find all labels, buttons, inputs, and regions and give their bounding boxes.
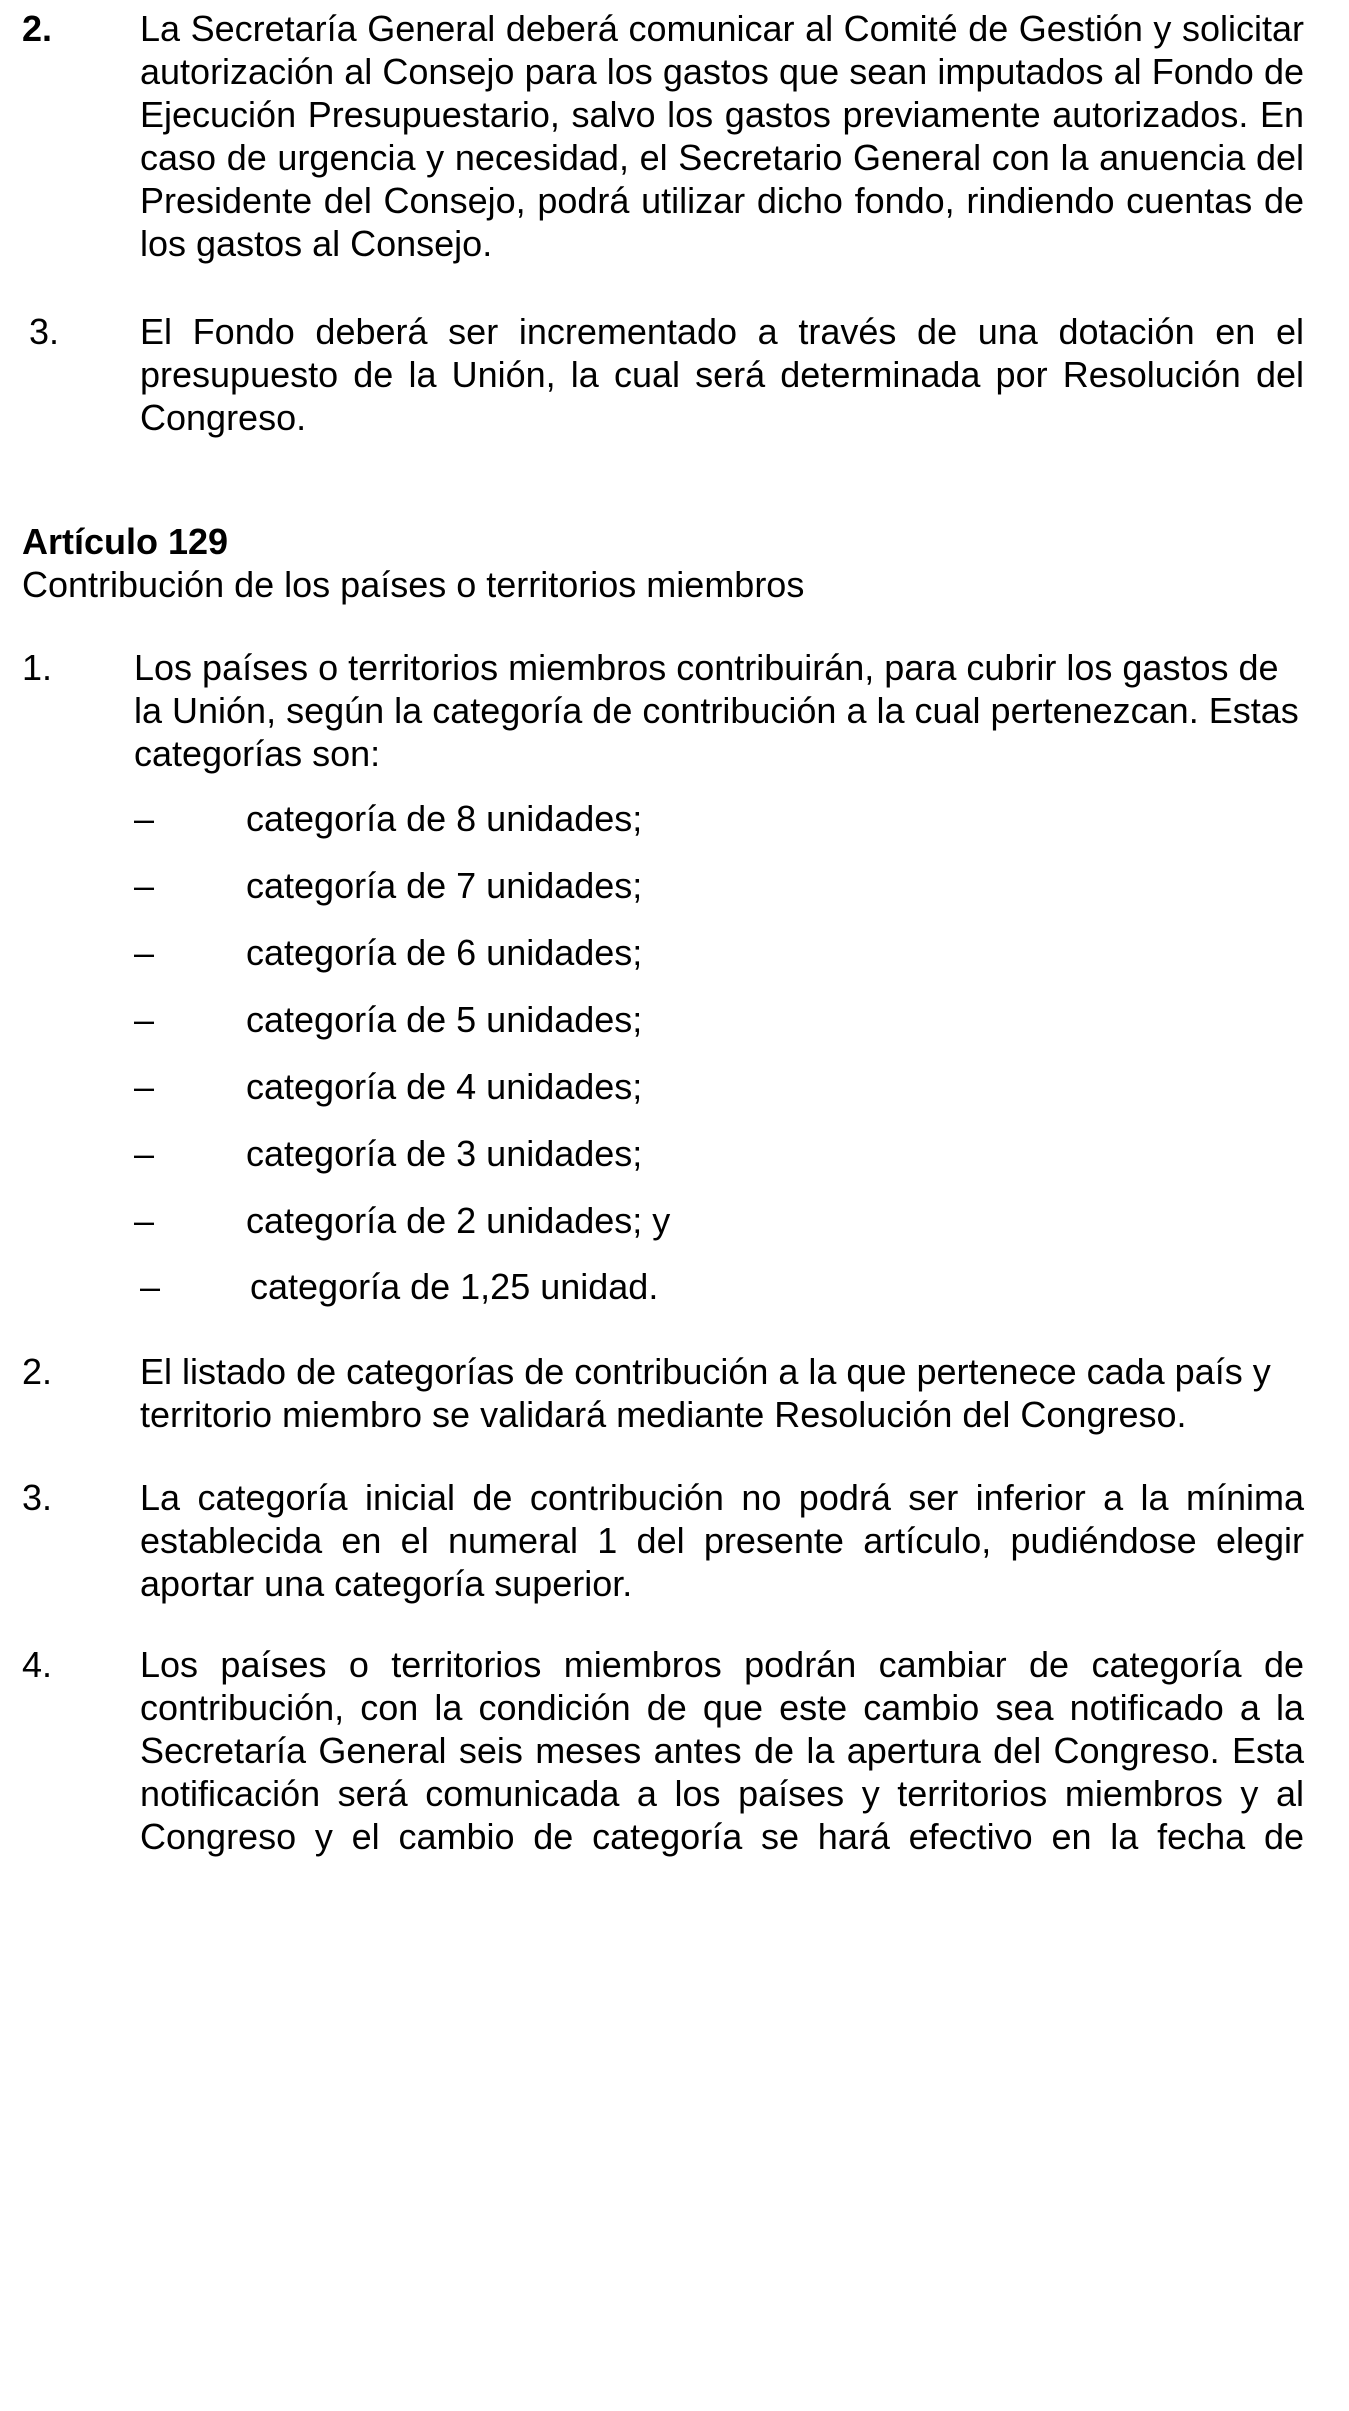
category-text: categoría de 6 unidades; — [246, 932, 643, 973]
dash-marker: – — [140, 1266, 161, 1307]
article-heading: Artículo 129 — [22, 521, 229, 562]
article-item-4 — [22, 1643, 1304, 1858]
article-item-1 — [22, 646, 1304, 775]
paragraph-number: 3. — [29, 311, 60, 352]
dash-marker: – — [134, 1066, 155, 1107]
article-subtitle: Contribución de los países o territorios miembros — [22, 564, 805, 605]
category-text: categoría de 3 unidades; — [246, 1133, 643, 1174]
item-text: Los países o territorios miembros contribuirán, para cubrir los gastos de la Unión, según la categoría de contribución a la cual pertenezcan. Estas categorías son: — [134, 647, 1299, 774]
category-text: categoría de 8 unidades; — [246, 798, 643, 839]
dash-marker: – — [134, 865, 155, 906]
article-item-2 — [22, 1350, 1304, 1436]
paragraph-text: El Fondo deberá ser incrementado a través de una dotación en el presupuesto de la Unión, la cual será determinada por Resolución del Congreso. — [140, 311, 1304, 438]
paragraph-3 — [22, 310, 1304, 439]
item-text: La categoría inicial de contribución no podrá ser inferior a la mínima establecida en el numeral 1 del presente artículo, pudiéndose elegir aportar una categoría superior. — [140, 1477, 1304, 1604]
item-number: 4. — [22, 1644, 53, 1685]
category-text: categoría de 7 unidades; — [246, 865, 643, 906]
dash-marker: – — [134, 798, 155, 839]
dash-marker: – — [134, 932, 155, 973]
item-text: El listado de categorías de contribución a la que pertenece cada país y territorio miembro se validará mediante Resolución del Congreso. — [140, 1351, 1271, 1435]
item-text: Los países o territorios miembros podrán cambiar de categoría de contribución, con la condición de que este cambio sea notificado a la Secretaría General seis meses antes de la apertura del Congreso. Esta notificación será comunicada a los países y territorios miembros y al Congreso y el cambio de categoría se hará efectivo en la fecha de — [140, 1644, 1304, 1857]
category-text: categoría de 1,25 unidad. — [250, 1266, 659, 1307]
article-item-3 — [22, 1476, 1304, 1605]
dash-marker: – — [134, 1200, 155, 1241]
item-number: 2. — [22, 1351, 53, 1392]
category-text: categoría de 5 unidades; — [246, 999, 643, 1040]
dash-marker: – — [134, 999, 155, 1040]
dash-marker: – — [134, 1133, 155, 1174]
category-text: categoría de 2 unidades; y — [246, 1200, 671, 1241]
item-number: 3. — [22, 1477, 53, 1518]
paragraph-number: 2. — [22, 8, 53, 49]
paragraph-text: La Secretaría General deberá comunicar al Comité de Gestión y solicitar autorización al Consejo para los gastos que sean imputados al Fondo de Ejecución Presupuestario, salvo los gastos previamente autorizados. En caso de urgencia y necesidad, el Secretario General con la anuencia del Presidente del Consejo, podrá utilizar dicho fondo, rindiendo cuentas de los gastos al Consejo. — [140, 8, 1304, 264]
category-text: categoría de 4 unidades; — [246, 1066, 643, 1107]
item-number: 1. — [22, 647, 53, 688]
paragraph-2 — [22, 7, 1304, 265]
